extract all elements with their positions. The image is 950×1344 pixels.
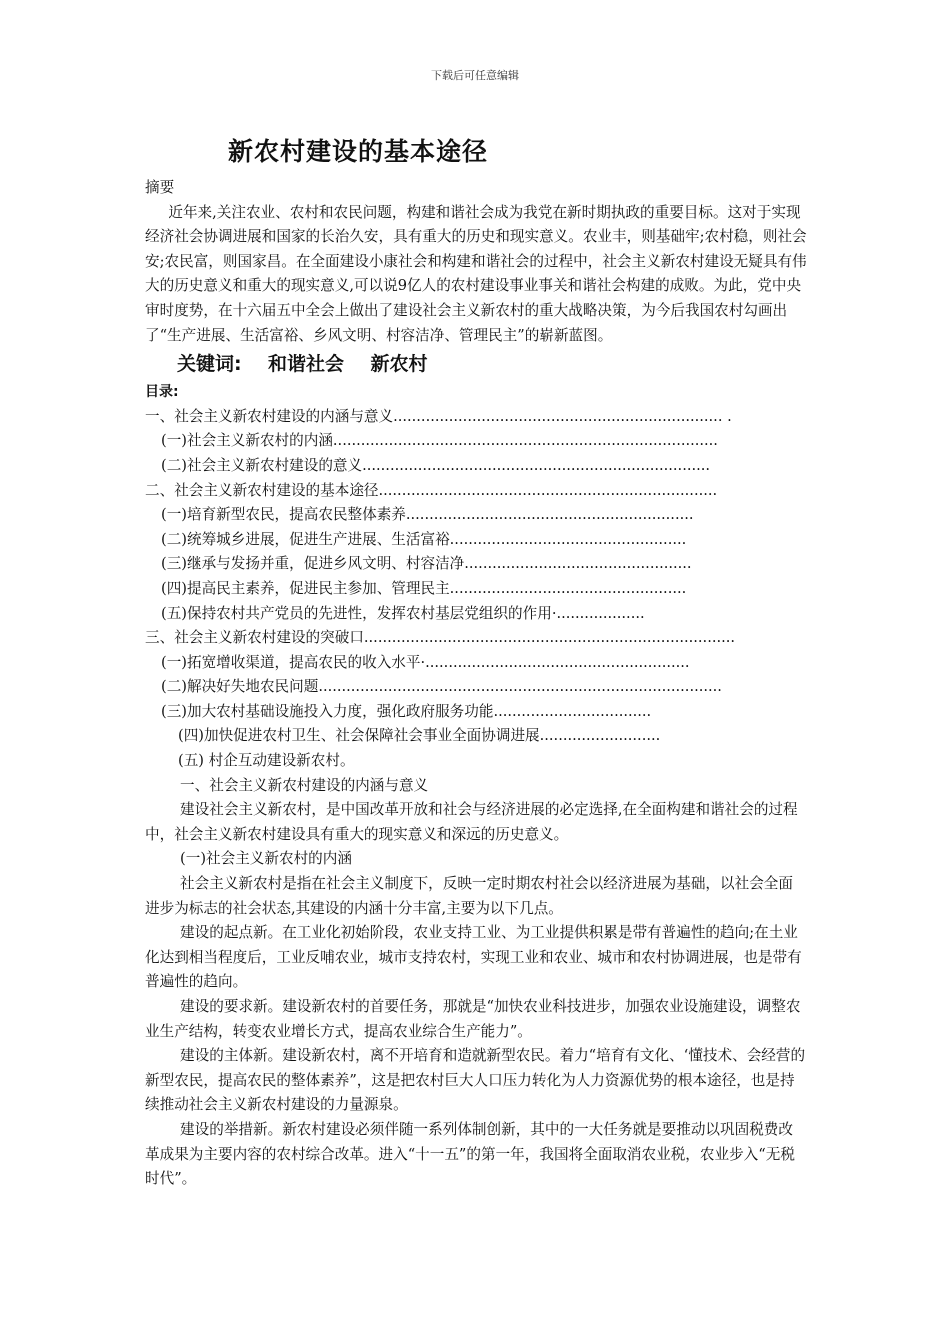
toc-item-2-2[interactable]: (二)统筹城乡进展，促进生产进展、生活富裕................................................... [161,530,687,548]
subsection-1-heading: (一)社会主义新农村的内涵 [180,850,352,868]
toc-item-2-3[interactable]: (三)继承与发扬并重，促进乡风文明、村容洁净................................................. [161,555,692,573]
body-paragraph: 建设的主体新。建设新农村，离不开培育和造就新型农民。着力“培育有文化、‘懂技术、会经营的新型农民，提高农民的整体素养”，这是把农村巨大人口压力转化为人力资源优势的根本途径，也是持续推动社会主义新农村建设的力量源泉。 [145,1047,806,1114]
document-title: 新农村建设的基本途径 [228,137,489,166]
toc-item-2-4[interactable]: (四)提高民主素养，促进民主参加、管理民主................................................... [161,579,687,597]
toc-item-3-5[interactable]: (五) 村企互动建设新农村。 [178,752,355,770]
toc-label: 目录: [145,384,179,401]
body-paragraph: 建设的起点新。在工业化初始阶段，农业支持工业、为工业提供积累是带有普遍性的趋向;在土业化达到相当程度后，工业反哺农业，城市支持农村，实现工业和农业、城市和农村协调进展，也是带有普遍性的趋向。 [145,924,802,991]
toc-item-1-2[interactable]: (二)社会主义新农村建设的意义........................................................................... [161,456,711,474]
body-paragraph: 建设的举措新。新农村建设必须伴随一系列体制创新，其中的一大任务就是要推动以巩固税费改革成果为主要内容的农村综合改革。进入“十一五”的第一年，我国将全面取消农业税，农业步入“无税时代”。 [145,1120,795,1188]
toc-item-3[interactable]: 三、社会主义新农村建设的突破口................................................................................ [145,629,736,647]
toc-item-1[interactable]: 一、社会主义新农村建设的内涵与意义....................................................................... . [145,407,732,425]
section-1-intro: 建设社会主义新农村，是中国改革开放和社会与经济进展的必定选择,在全面构建和谐社会的过程中，社会主义新农村建设具有重大的现实意义和深远的历史意义。 [145,801,798,843]
toc-item-1-1[interactable]: (一)社会主义新农村的内涵................................................................................... [161,432,718,450]
abstract-label: 摘要 [145,179,175,196]
toc-item-3-3[interactable]: (三)加大农村基础设施投入力度，强化政府服务功能.................................. [161,702,652,720]
toc-item-3-1[interactable]: (一)拓宽增收渠道，提高农民的收入水平·......................................................... [161,653,690,671]
toc-item-2-1[interactable]: (一)培育新型农民，提高农民整体素养.............................................................. [161,506,694,524]
section-1-heading: 一、社会主义新农村建设的内涵与意义 [180,776,429,794]
keywords-line: 关键词: 和谐社会 新农村 [177,353,428,376]
toc-item-2[interactable]: 二、社会主义新农村建设的基本途径......................................................................... [145,481,718,499]
header-note: 下载后可任意编辑 [431,69,519,82]
document-body [145,176,807,1192]
abstract-paragraph: 近年来,关注农业、农村和农民问题，构建和谐社会成为我党在新时期执政的重要目标。这对于实现经济社会协调进展和国家的长治久安，具有重大的历史和现实意义。农业丰，则基础牢;农村稳，则社会安;农民富，则国家昌。在全面建设小康社会和构建和谐社会的过程中，社会主义新农村建设无疑具有伟大的历史意义和重大的现实意义,可以说9亿人的农村建设事业事关和谐社会构建的成败。为此，党中央审时度势，在十六届五中全会上做出了建设社会主义新农村的重大战略决策，为今后我国农村勾画出了“生产进展、生活富裕、乡风文明、村容洁净、管理民主”的崭新蓝图。 [145,203,807,344]
toc-item-2-5[interactable]: (五)保持农村共产党员的先进性，发挥农村基层党组织的作用·................... [161,604,645,622]
toc-item-3-4[interactable]: (四)加快促进农村卫生、社会保障社会事业全面协调进展.......................... [178,727,661,745]
body-paragraph: 社会主义新农村是指在社会主义制度下，反映一定时期农村社会以经济进展为基础，以社会全面进步为标志的社会状态,其建设的内涵十分丰富,主要为以下几点。 [145,875,793,917]
body-paragraph: 建设的要求新。建设新农村的首要任务，那就是“加快农业科技进步，加强农业设施建设，调整农业生产结构，转变农业增长方式，提高农业综合生产能力”。 [145,998,801,1040]
toc-item-3-2[interactable]: (二)解决好失地农民问题....................................................................................... [161,678,722,696]
